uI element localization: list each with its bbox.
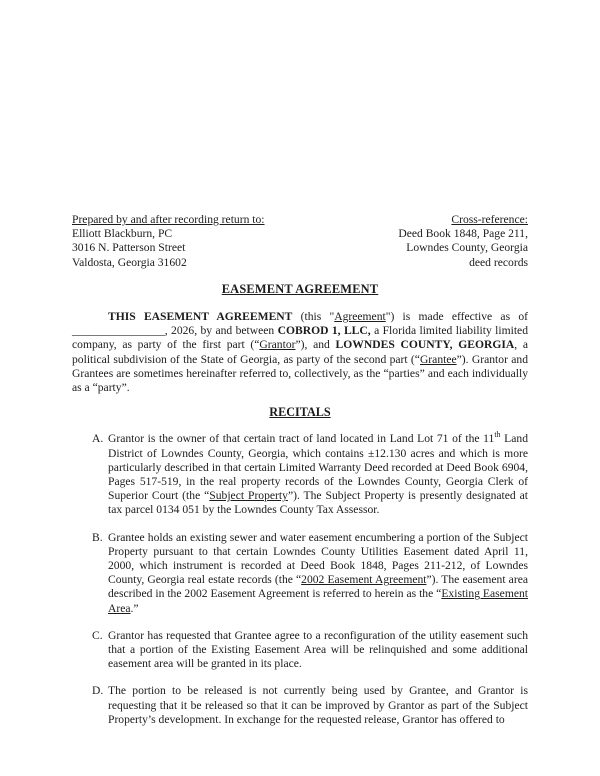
recital-letter: D.: [92, 684, 104, 698]
recital-item-c: [72, 629, 528, 672]
recital-text: Grantee holds an existing sewer and water easement encumbering a portion of the Subject Property pursuant to that certain Lowndes County Utilities Easement dated April 11, 2000, which instrument is recorded at Deed Book 1848, Pages 211-212, of Lowndes County, Georgia real estate records (the “2002 Easement Agreement”). The easement area described in the 2002 Easement Agreement is referred to herein as the “Existing Easement Area.”: [108, 530, 528, 615]
recital-item-b: [72, 531, 528, 616]
cross-reference-block: [398, 213, 528, 270]
recital-item-d: [72, 684, 528, 727]
document-title: EASEMENT AGREEMENT: [221, 281, 379, 296]
recitals-heading: RECITALS: [269, 405, 331, 420]
recital-text: Grantor is the owner of that certain tract of land located in Land Lot 71 of the 11th Land District of Lowndes County, Georgia, which contains ±12.130 acres and which is more particularly described in that certain Limited Warranty Deed recorded at Deed Book 6904, Pages 517-519, in the real property records of the Lowndes County, Georgia Clerk of Superior Court (the “Subject Property”). The Subject Property is presently designated at tax parcel 0134 051 by the Lowndes County Tax Assessor.: [108, 430, 529, 517]
recital-letter: B.: [92, 530, 103, 544]
return-to-block: [72, 213, 265, 270]
recital-item-a: [72, 432, 528, 517]
recital-letter: A.: [92, 432, 104, 446]
opening-paragraph: THIS EASEMENT AGREEMENT (this "Agreement") is made effective as of ________________, 2026, by and between COBROD 1, LLC, a Florida limited liability limited company, as party of the first part (“Grantor”), and LOWNDES COUNTY, GEORGIA, a political subdivision of the State of Georgia, as party of the second part (“Grantee”). Grantor and Grantees are sometimes hereinafter referred to, collectively, as the “parties” and each individually as a “party”.: [72, 310, 529, 395]
cross-reference-label: Cross-reference:: [451, 213, 528, 226]
return-to-line: 3016 N. Patterson Street: [72, 241, 186, 255]
recording-header: [72, 213, 528, 270]
return-to-line: Valdosta, Georgia 31602: [72, 255, 187, 269]
cross-reference-line: Lowndes County, Georgia: [406, 241, 528, 255]
return-to-line: Elliott Blackburn, PC: [72, 227, 173, 241]
cross-reference-line: Deed Book 1848, Page 211,: [398, 227, 528, 241]
recital-text: Grantor has requested that Grantee agree to a reconfiguration of the utility easement such that a portion of the Existing Easement Area will be relinquished and some additional easement area will be granted in its place.: [108, 628, 528, 671]
document-content: [72, 213, 528, 727]
recital-text: The portion to be released is not currently being used by Grantee, and Grantor is requesting that it be released so that it can be improved by Grantor as part of the Subject Property’s development. In exchange for the requested release, Grantor has offered to: [108, 684, 528, 726]
return-to-label: Prepared by and after recording return to:: [72, 213, 265, 226]
cross-reference-line: deed records: [469, 255, 528, 269]
recital-letter: C.: [92, 628, 103, 642]
